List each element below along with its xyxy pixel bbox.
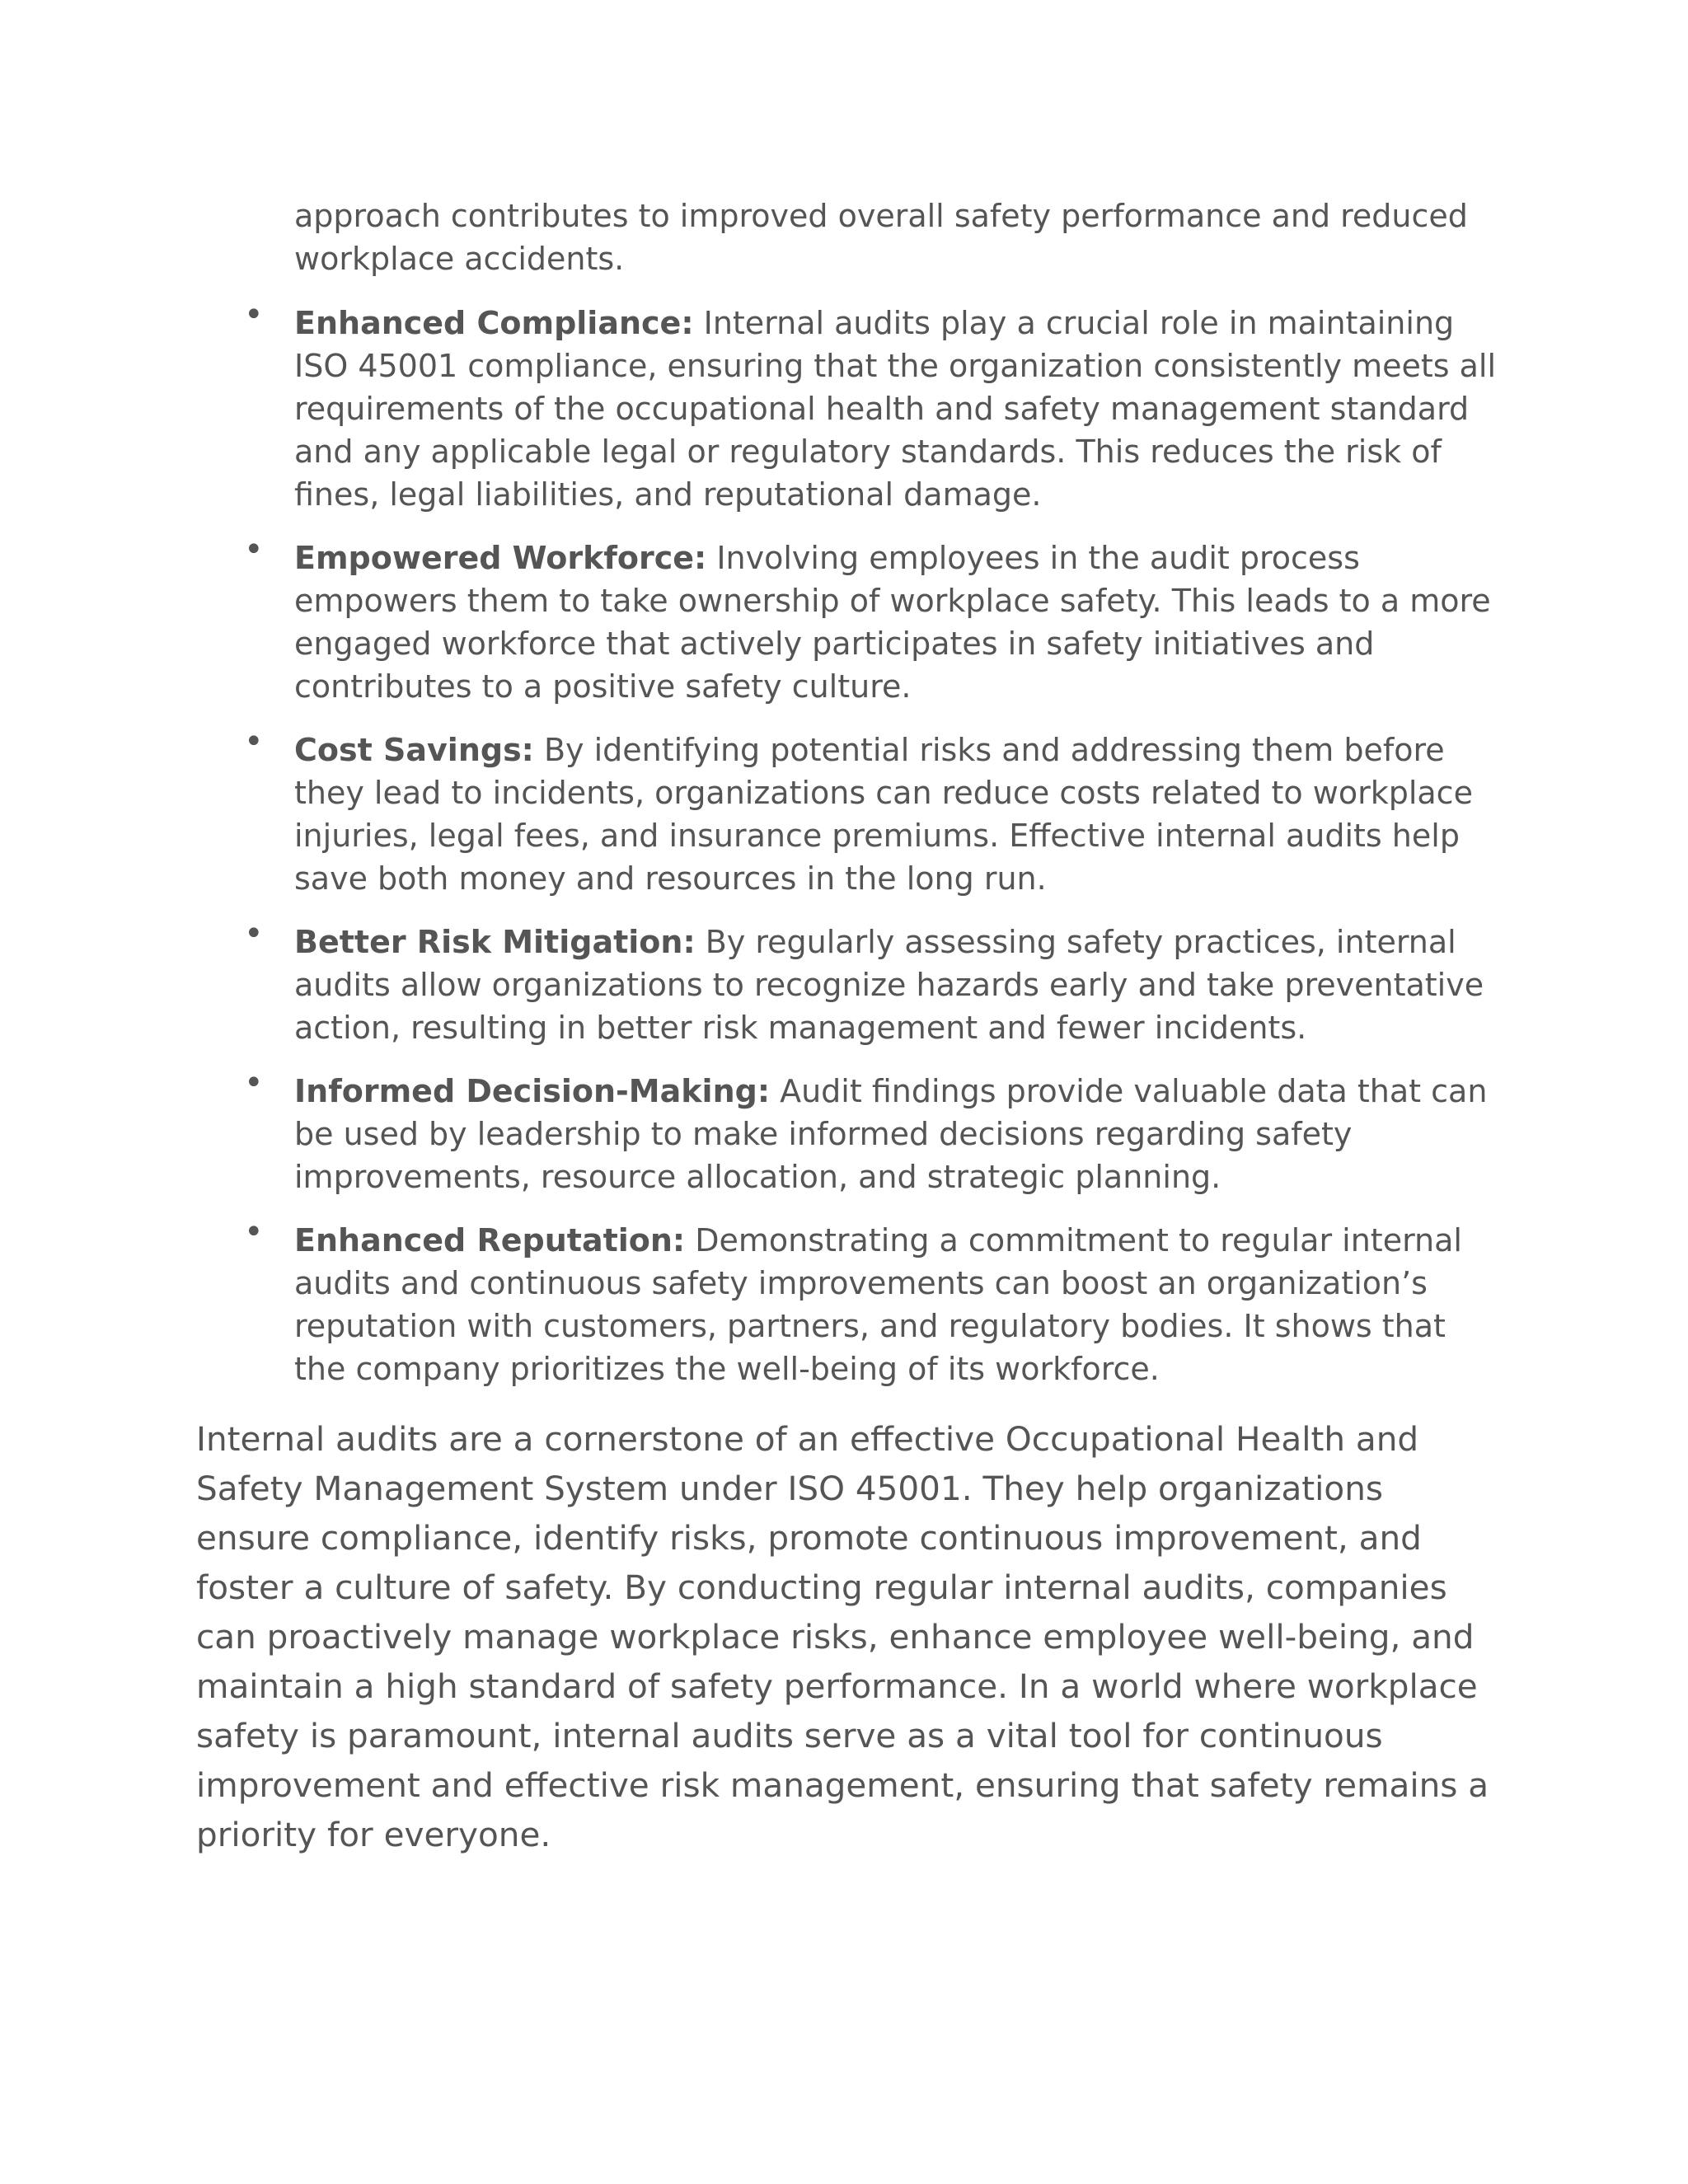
- bullet-icon: •: [244, 1064, 264, 1102]
- bullet-title: Empowered Workforce:: [294, 540, 707, 576]
- bullet-text: By regularly assessing safety practices, internal audits allow organizations to recognize hazards early and take preventative action, resulting in better risk management and fewer incidents.: [294, 924, 1484, 1046]
- bullet-icon: •: [244, 1213, 264, 1251]
- bullet-title: Informed Decision-Making:: [294, 1073, 771, 1109]
- bullet-title: Enhanced Reputation:: [294, 1222, 686, 1258]
- bullet-icon: •: [244, 915, 264, 953]
- bullet-icon: •: [244, 531, 264, 569]
- list-item-cost-savings: [0, 723, 1498, 900]
- benefits-list: [0, 296, 1688, 1411]
- list-item-enhanced-compliance: [0, 296, 1498, 516]
- continuation-paragraph: approach contributes to improved overall safety performance and reduced workplace accidents.: [294, 198, 1468, 277]
- bullet-icon: •: [244, 296, 264, 334]
- list-item-informed-decision-making: [0, 1064, 1498, 1198]
- bullet-text: Internal audits play a crucial role in maintaining ISO 45001 compliance, ensuring that the organization consistently meets all requirements of the occupational health and safety management standard and any applicable legal or regulatory standards. This reduces the risk of fines, legal liabilities, and reputational damage.: [294, 305, 1497, 513]
- bullet-text: Involving employees in the audit process empowers them to take ownership of workplace safety. This leads to a more engaged workforce that actively participates in safety initiatives and contributes to a positive safety culture.: [294, 540, 1491, 705]
- bullet-text: Audit findings provide valuable data that can be used by leadership to make informed decisions regarding safety improvements, resource allocation, and strategic planning.: [294, 1073, 1488, 1195]
- list-item-enhanced-reputation: [0, 1213, 1498, 1390]
- list-item-empowered-workforce: [0, 531, 1498, 708]
- bullet-title: Enhanced Compliance:: [294, 305, 694, 341]
- conclusion-paragraph: Internal audits are a cornerstone of an effective Occupational Health and Safety Management System under ISO 45001. They help organizations ensure compliance, identify risks, promote continuous improvement, and foster a culture of safety. By conducting regular internal audits, companies can proactively manage workplace risks, enhance employee well-being, and maintain a high standard of safety performance. In a world where workplace safety is paramount, internal audits serve as a vital tool for continuous improvement and effective risk management, ensuring that safety remains a priority for everyone.: [196, 1419, 1489, 1854]
- bullet-title: Cost Savings:: [294, 732, 534, 768]
- bullet-icon: •: [244, 723, 264, 761]
- bullet-text: By identifying potential risks and addressing them before they lead to incidents, organizations can reduce costs related to workplace injuries, legal fees, and insurance premiums. Effective internal audits help save both money and resources in the long run.: [294, 732, 1473, 897]
- bullet-text: Demonstrating a commitment to regular internal audits and continuous safety improvements can boost an organization’s reputation with customers, partners, and regulatory bodies. It shows that the company prioritizes the well-being of its workforce.: [294, 1222, 1462, 1387]
- bullet-title: Better Risk Mitigation:: [294, 924, 696, 960]
- list-item-better-risk-mitigation: [0, 915, 1498, 1049]
